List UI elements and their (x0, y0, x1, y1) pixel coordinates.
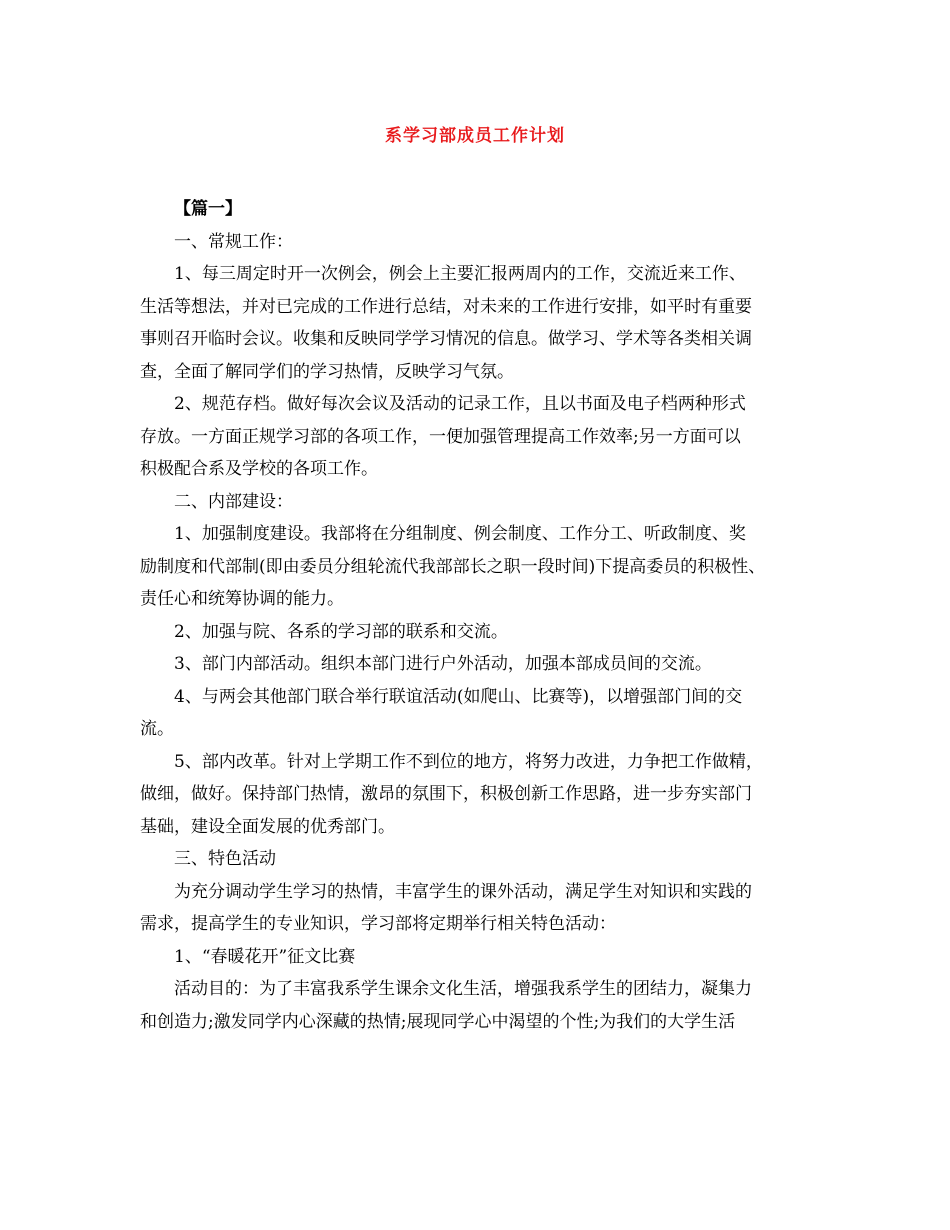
paragraph-line: 存放。一方面正规学习部的各项工作，一便加强管理提高工作效率;另一方面可以 (140, 426, 741, 447)
paragraph-line: 责任心和统筹协调的能力。 (140, 589, 344, 609)
paragraph-line: 基础，建设全面发展的优秀部门。 (140, 816, 395, 837)
paragraph-line: 为充分调动学生学习的热情，丰富学生的课外活动，满足学生对知识和实践的 (174, 881, 752, 902)
section-heading: 一、常规工作： (174, 231, 293, 252)
paragraph-line: 励制度和代部制(即由委员分组轮流代我部部长之职一段时间)下提高委员的积极性、 (140, 556, 766, 577)
paragraph-line: 生活等想法，并对已完成的工作进行总结，对未来的工作进行安排，如平时有重要 (140, 296, 752, 317)
section-heading: 三、特色活动 (174, 849, 276, 869)
section-heading: 二、内部建设： (174, 491, 293, 512)
paragraph-line: 流。 (140, 719, 174, 739)
paragraph-line: 积极配合系及学校的各项工作。 (140, 459, 378, 479)
section-label: 【篇一】 (174, 199, 242, 219)
paragraph-line: 2、加强与院、各系的学习部的联系和交流。 (174, 621, 508, 642)
paragraph-line: 5、部内改革。针对上学期工作不到位的地方，将努力改进，力争把工作做精， (174, 751, 763, 772)
paragraph-line: 活动目的：为了丰富我系学生课余文化生活，增强我系学生的团结力，凝集力 (174, 979, 752, 999)
paragraph-line: 做细，做好。保持部门热情，激昂的氛围下，积极创新工作思路，进一步夯实部门 (140, 784, 752, 804)
paragraph-line: 需求，提高学生的专业知识，学习部将定期举行相关特色活动： (140, 914, 616, 934)
paragraph-line: 1、每三周定时开一次例会，例会上主要汇报两周内的工作，交流近来工作、 (174, 264, 746, 284)
paragraph-line: 事则召开临时会议。收集和反映同学学习情况的信息。做学习、学术等各类相关调 (140, 329, 752, 349)
document-body (140, 193, 820, 1038)
paragraph-line: 3、部门内部活动。组织本部门进行户外活动，加强本部成员间的交流。 (174, 654, 712, 674)
paragraph-line: 和创造力;激发同学内心深藏的热情;展现同学心中渴望的个性;为我们的大学生活 (140, 1011, 736, 1032)
paragraph-line: 1、加强制度建设。我部将在分组制度、例会制度、工作分工、听政制度、奖 (174, 524, 746, 544)
paragraph-line: 查，全面了解同学们的学习热情，反映学习气氛。 (140, 361, 514, 382)
paragraph-line: 2、规范存档。做好每次会议及活动的记录工作，且以书面及电子档两种形式 (174, 394, 746, 414)
paragraph-line: 4、与两会其他部门联合举行联谊活动(如爬山、比赛等)，以增强部门间的交 (174, 686, 743, 707)
subsection-heading: 1、“春暖花开”征文比赛 (174, 946, 356, 967)
document-title: 系学习部成员工作计划 (385, 126, 565, 146)
